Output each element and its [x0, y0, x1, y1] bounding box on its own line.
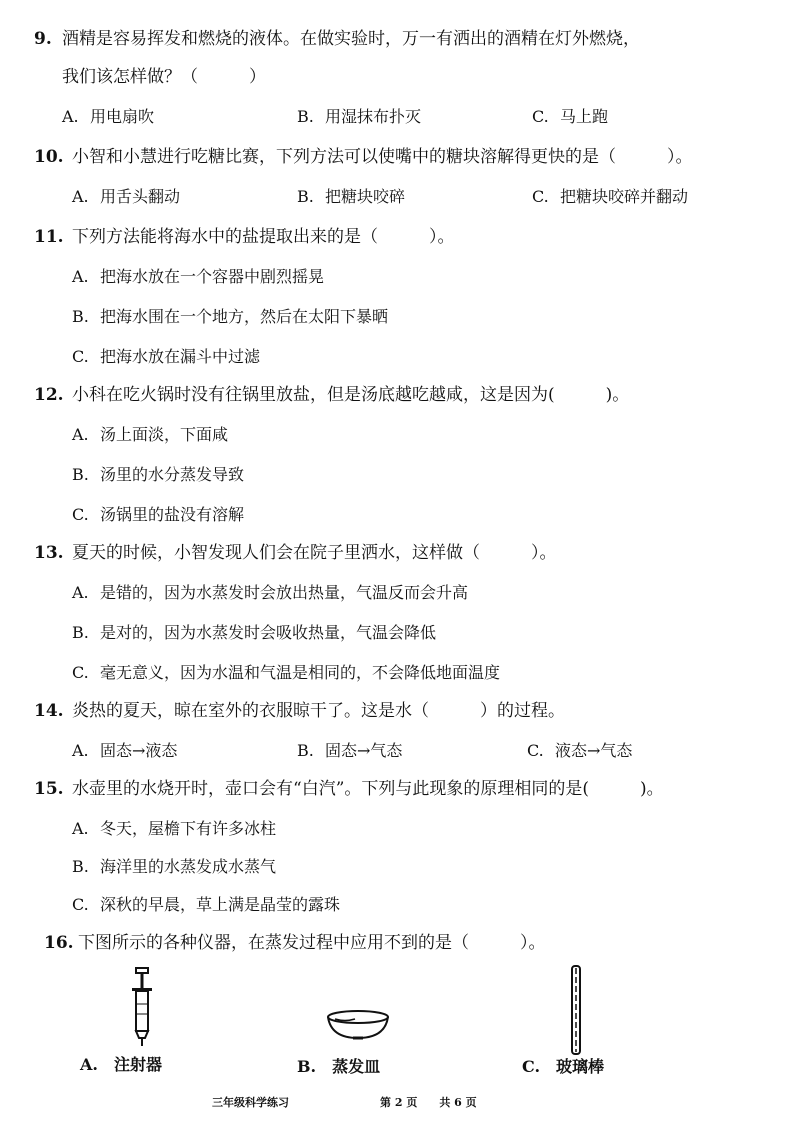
option-c[interactable]: C. 液态→气态 [527, 741, 633, 760]
question-number: 9. [34, 29, 52, 49]
option-c[interactable]: C. 把糖块咬碎并翻动 [532, 187, 689, 206]
question-text: 下列方法能将海水中的盐提取出来的是（ ）。 [72, 227, 455, 247]
question-text: 炎热的夏天，晾在室外的衣服晾干了。这是水（ ）的过程。 [72, 701, 565, 721]
question-text: 夏天的时候，小智发现人们会在院子里洒水，这样做（ ）。 [72, 543, 557, 563]
option-a[interactable]: A. 用舌头翻动 [72, 187, 181, 206]
syringe-icon [124, 966, 160, 1048]
option-b[interactable]: B. 汤里的水分蒸发导致 [72, 465, 245, 484]
option-b[interactable]: B. 固态→气态 [297, 741, 403, 760]
question-number: 10. [34, 147, 64, 167]
instrument-label-b[interactable]: B. 蒸发皿 [297, 1057, 381, 1076]
question-text: 水壶里的水烧开时，壶口会有“白汽”。下列与此现象的原理相同的是( )。 [72, 779, 664, 799]
evaporating-dish-icon [325, 1008, 391, 1042]
option-a[interactable]: A. 是错的，因为水蒸发时会放出热量，气温反而会升高 [72, 583, 469, 602]
question-text: 酒精是容易挥发和燃烧的液体。在做实验时，万一有洒出的酒精在灯外燃烧， [62, 29, 640, 49]
option-b[interactable]: B. 把海水围在一个地方，然后在太阳下暴晒 [72, 307, 389, 326]
question-text: 小智和小慧进行吃糖比赛，下列方法可以使嘴中的糖块溶解得更快的是（ ）。 [72, 147, 693, 167]
instrument-figures [0, 960, 794, 1080]
option-b[interactable]: B. 把糖块咬碎 [297, 187, 406, 206]
glass-rod-icon [564, 964, 588, 1056]
question-text: 我们该怎样做？（ ） [62, 67, 266, 87]
option-b[interactable]: B. 是对的，因为水蒸发时会吸收热量，气温会降低 [72, 623, 437, 642]
option-c[interactable]: C. 马上跑 [532, 107, 609, 126]
option-b[interactable]: B. 海洋里的水蒸发成水蒸气 [72, 857, 277, 876]
question-number: 16. [44, 933, 74, 953]
option-c[interactable]: C. 把海水放在漏斗中过滤 [72, 347, 261, 366]
option-a[interactable]: A. 用电扇吹 [62, 107, 155, 126]
option-a[interactable]: A. 固态→液态 [72, 741, 178, 760]
question-number: 14. [34, 701, 64, 721]
option-a[interactable]: A. 把海水放在一个容器中剧烈摇晃 [72, 267, 325, 286]
question-number: 12. [34, 385, 64, 405]
page-number: 第 2 页 共 6 页 [380, 1096, 477, 1109]
question-number: 11. [34, 227, 64, 247]
instrument-label-a[interactable]: A. 注射器 [80, 1055, 163, 1074]
instrument-label-c[interactable]: C. 玻璃棒 [522, 1057, 605, 1076]
option-c[interactable]: C. 汤锅里的盐没有溶解 [72, 505, 245, 524]
question-number: 13. [34, 543, 64, 563]
option-c[interactable]: C. 毫无意义，因为水温和气温是相同的，不会降低地面温度 [72, 663, 501, 682]
question-text: 下图所示的各种仪器，在蒸发过程中应用不到的是（ ）。 [78, 933, 546, 953]
question-number: 15. [34, 779, 64, 799]
question-text: 小科在吃火锅时没有往锅里放盐，但是汤底越吃越咸，这是因为( )。 [72, 385, 630, 405]
option-c[interactable]: C. 深秋的早晨，草上满是晶莹的露珠 [72, 895, 341, 914]
footer-subject: 三年级科学练习 [212, 1096, 289, 1109]
option-b[interactable]: B. 用湿抹布扑灭 [297, 107, 422, 126]
option-a[interactable]: A. 冬天，屋檐下有许多冰柱 [72, 819, 277, 838]
option-a[interactable]: A. 汤上面淡，下面咸 [72, 425, 229, 444]
